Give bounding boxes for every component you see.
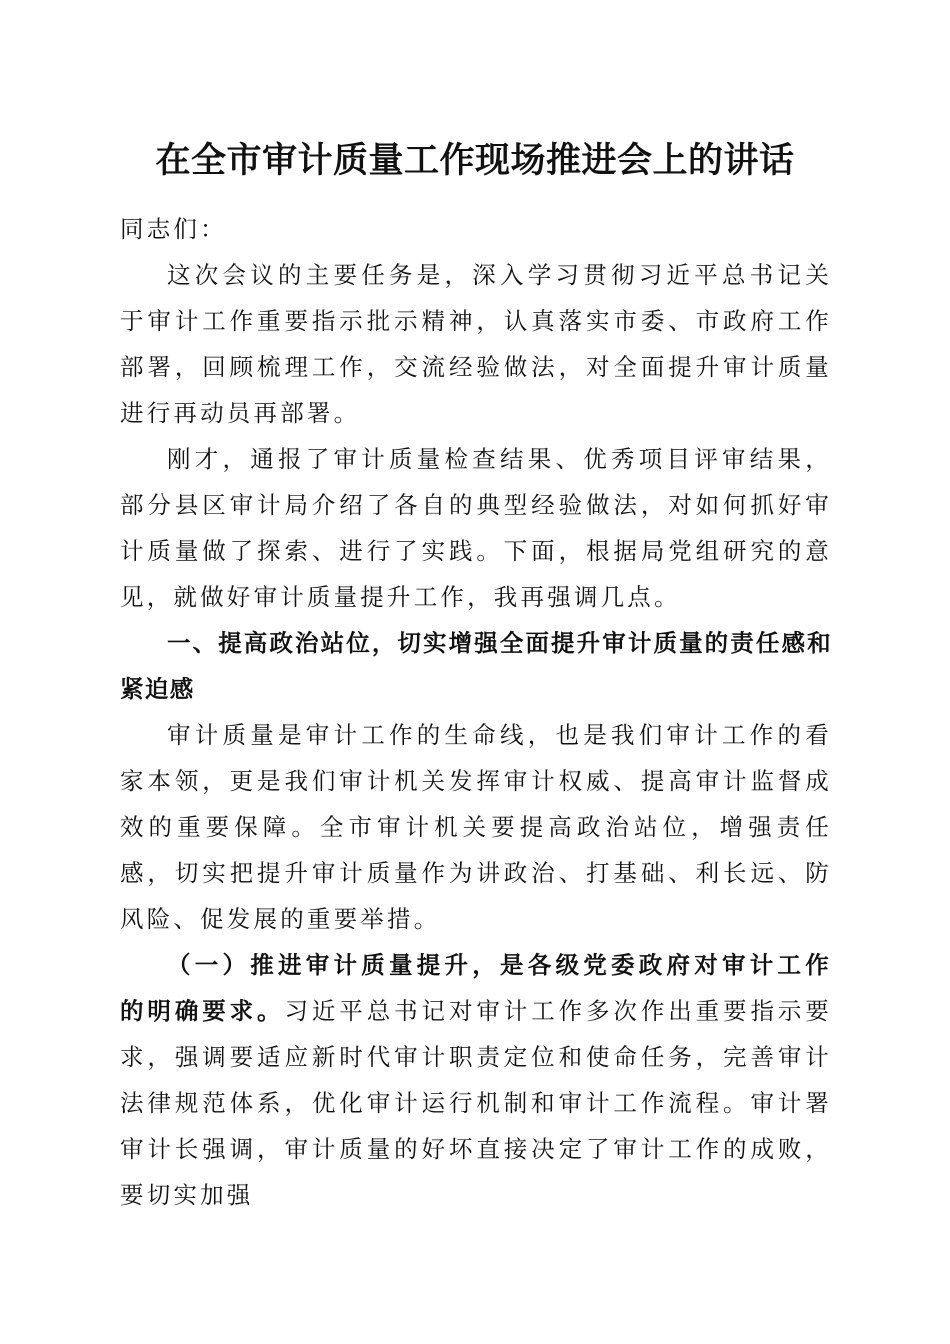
paragraph-briefing-summary: 刚才，通报了审计质量检查结果、优秀项目评审结果，部分县区审计局介绍了各自的典型经验做法，对如何抓好审计质量做了探索、进行了实践。下面，根据局党组研究的意见，就做好审计质量提升工作，我再强调几点。 bbox=[120, 445, 832, 611]
document-body bbox=[120, 206, 832, 1218]
document-title: 在全市审计质量工作现场推进会上的讲话 bbox=[155, 140, 795, 181]
section-heading-1: 一、提高政治站位，切实增强全面提升审计质量的责任感和紧迫感 bbox=[120, 629, 832, 703]
paragraph-meeting-tasks: 这次会议的主要任务是，深入学习贯彻习近平总书记关于审计工作重要指示批示精神，认真落实市委、市政府工作部署，回顾梳理工作，交流经验做法，对全面提升审计质量进行再动员再部署。 bbox=[120, 261, 832, 427]
paragraph-subsection-1 bbox=[120, 942, 832, 1218]
salutation: 同志们： bbox=[120, 215, 227, 243]
subsection-1-lead: （一）推进审计质量提升，是各级党委政府对审计工作的明确要求。 bbox=[120, 951, 832, 1025]
subsection-1-text: 习近平总书记对审计工作多次作出重要指示要求，强调要适应新时代审计职责定位和使命任务，完善审计法律规范体系，优化审计运行机制和审计工作流程。审计署审计长强调，审计质量的好坏直接决定了审计工作的成败，要切实加强 bbox=[120, 997, 833, 1209]
paragraph-quality-lifeline: 审计质量是审计工作的生命线，也是我们审计工作的看家本领，更是我们审计机关发挥审计权威、提高审计监督成效的重要保障。全市审计机关要提高政治站位，增强责任感，切实把提升审计质量作为讲政治、打基础、利长远、防风险、促发展的重要举措。 bbox=[120, 721, 832, 933]
